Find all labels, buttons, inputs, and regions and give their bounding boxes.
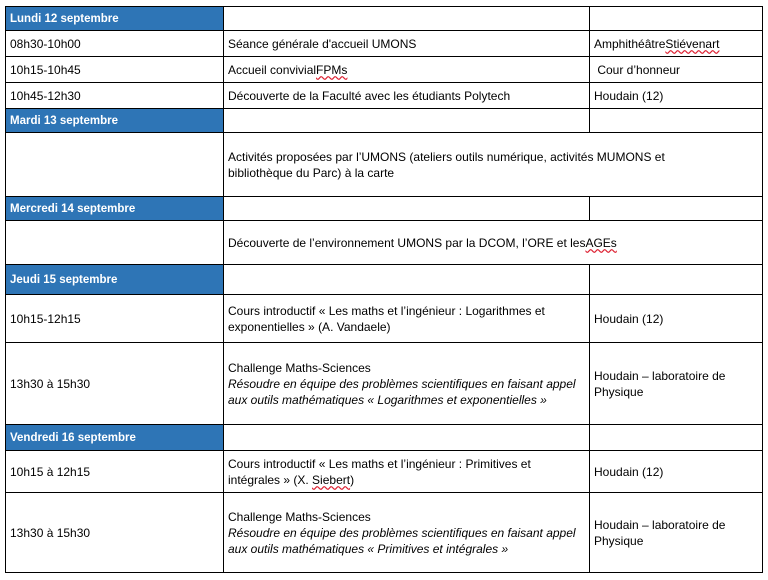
time-cell: 10h15-10h45 (5, 56, 223, 82)
activity-cell: Cours introductif « Les maths et l’ingénieur : Logarithmes et exponentielles » (A. Vandaele) (223, 294, 589, 342)
activity-cell: Séance générale d'accueil UMONS (223, 30, 589, 56)
table-row (5, 82, 763, 108)
day-header-row (5, 196, 763, 220)
activity-cell: Activités proposées par l’UMONS (ateliers outils numérique, activités MUMONS et bibliothèque du Parc) à la carte (223, 132, 763, 196)
table-row (5, 30, 763, 56)
day-header-row (5, 108, 763, 132)
time-cell: 10h15 à 12h15 (5, 450, 223, 492)
day-title: Lundi 12 septembre (5, 6, 223, 30)
activity-cell: Découverte de l’environnement UMONS par la DCOM, l’ORE et les AGEs (223, 220, 763, 264)
table-row (5, 56, 763, 82)
table-bottom-border (5, 572, 763, 573)
activity-cell: Challenge Maths-Sciences Résoudre en équipe des problèmes scientifiques en faisant appel aux outils mathématiques « Logarithmes et exponentielles » (223, 342, 589, 424)
table-row (5, 342, 763, 424)
place-cell: Houdain (12) (589, 450, 763, 492)
table-row (5, 450, 763, 492)
place-cell: Cour d’honneur (589, 56, 763, 82)
place-cell: Houdain (12) (589, 82, 763, 108)
place-cell: Houdain – laboratoire de Physique (589, 492, 763, 572)
day-title: Vendredi 16 septembre (5, 424, 223, 450)
place-cell: Houdain (12) (589, 294, 763, 342)
time-cell: 10h45-12h30 (5, 82, 223, 108)
table-row (5, 220, 763, 264)
activity-cell: Cours introductif « Les maths et l’ingénieur : Primitives et intégrales » (X. Siebert) (223, 450, 589, 492)
activity-cell: Challenge Maths-Sciences Résoudre en équipe des problèmes scientifiques en faisant appel aux outils mathématiques « Primitives et intégrales » (223, 492, 589, 572)
place-cell: Houdain – laboratoire de Physique (589, 342, 763, 424)
place-cell: Amphithéâtre Stiévenart (589, 30, 763, 56)
table-row (5, 294, 763, 342)
time-cell: 08h30-10h00 (5, 30, 223, 56)
activity-cell: Accueil convivial FPMs (223, 56, 589, 82)
activity-cell: Découverte de la Faculté avec les étudiants Polytech (223, 82, 589, 108)
day-title: Mercredi 14 septembre (5, 196, 223, 220)
time-cell: 10h15-12h15 (5, 294, 223, 342)
day-header-row (5, 264, 763, 294)
day-title: Mardi 13 septembre (5, 108, 223, 132)
table-row (5, 492, 763, 572)
time-cell: 13h30 à 15h30 (5, 342, 223, 424)
day-title: Jeudi 15 septembre (5, 264, 223, 294)
table-row (5, 132, 763, 196)
day-header-row (5, 424, 763, 450)
time-cell: 13h30 à 15h30 (5, 492, 223, 572)
day-header-row (5, 6, 763, 30)
